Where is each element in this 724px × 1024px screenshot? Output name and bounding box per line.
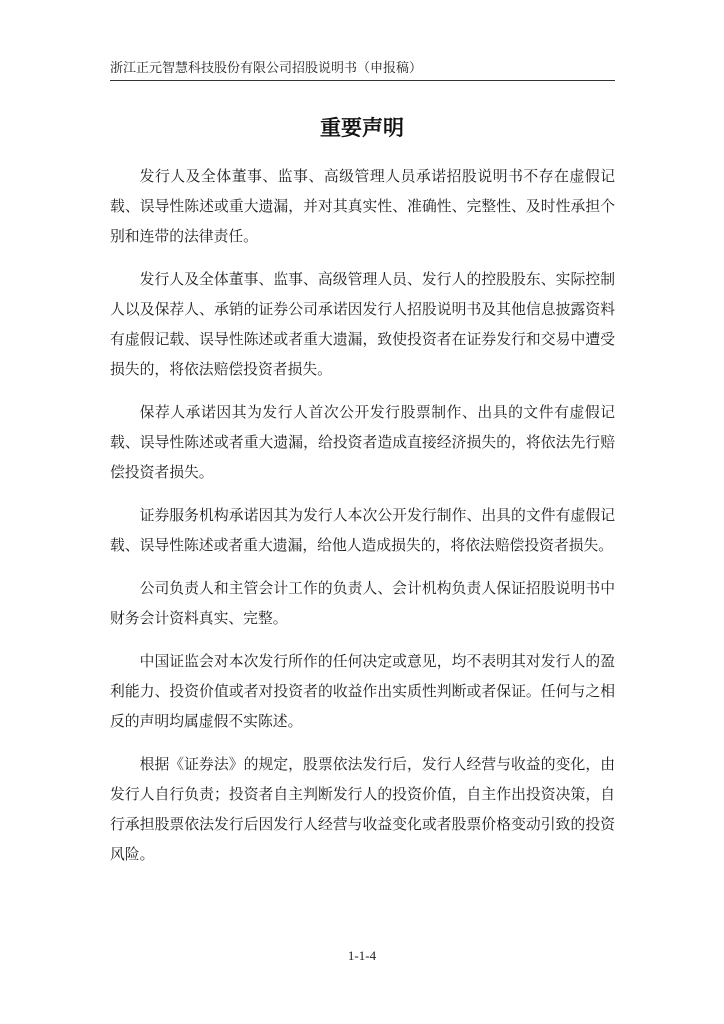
document-header: [110, 60, 615, 81]
paragraph-1: 发行人及全体董事、监事、高级管理人员承诺招股说明书不存在虚假记载、误导性陈述或重大遗漏，并对其真实性、准确性、完整性、及时性承担个别和连带的法律责任。: [110, 168, 615, 245]
paragraph-2: 发行人及全体董事、监事、高级管理人员、发行人的控股股东、实际控制人以及保荐人、承销的证券公司承诺因发行人招股说明书及其他信息披露资料有虚假记载、误导性陈述或者重大遗漏，致使投资者在证券发行和交易中遭受损失的，将依法赔偿投资者损失。: [110, 271, 615, 378]
page-title: 重要声明: [320, 116, 404, 140]
paragraph-3: 保荐人承诺因其为发行人首次公开发行股票制作、出具的文件有虚假记载、误导性陈述或者重大遗漏，给投资者造成直接经济损失的，将依法先行赔偿投资者损失。: [110, 404, 615, 481]
statement-body: [110, 162, 615, 883]
header-text: 浙江正元智慧科技股份有限公司招股说明书（申报稿）: [110, 61, 423, 76]
paragraph-7: 根据《证券法》的规定，股票依法发行后，发行人经营与收益的变化，由发行人自行负责；投资者自主判断发行人的投资价值，自主作出投资决策，自行承担股票依法发行后因发行人经营与收益变化或者股票价格变动引致的投资风险。: [110, 756, 615, 863]
page-number: 1-1-4: [347, 948, 377, 963]
paragraph-5: 公司负责人和主管会计工作的负责人、会计机构负责人保证招股说明书中财务会计资料真实、完整。: [110, 580, 615, 627]
paragraph-4: 证券服务机构承诺因其为发行人本次公开发行制作、出具的文件有虚假记载、误导性陈述或者重大遗漏，给他人造成损失的，将依法赔偿投资者损失。: [110, 507, 615, 554]
paragraph-6: 中国证监会对本次发行所作的任何决定或意见，均不表明其对发行人的盈利能力、投资价值或者对投资者的收益作出实质性判断或者保证。任何与之相反的声明均属虚假不实陈述。: [110, 653, 615, 730]
